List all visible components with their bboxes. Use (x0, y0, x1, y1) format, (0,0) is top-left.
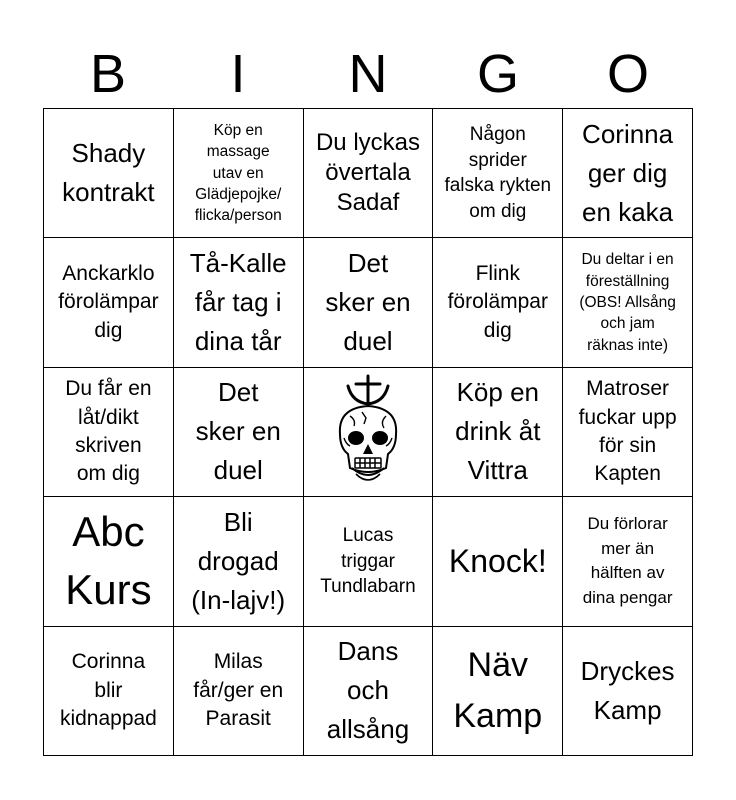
cell-text: Någon sprider falska rykten om dig (444, 123, 552, 222)
bingo-cell-r5-c5[interactable] (563, 627, 693, 756)
cell-text: Milas får/ger en Parasit (193, 650, 284, 730)
bingo-board (43, 108, 693, 756)
cell-text: Corinna blir kidnappad (59, 650, 157, 730)
bingo-cell-r2-c3[interactable] (304, 238, 434, 367)
bingo-cell-r4-c3[interactable] (304, 497, 434, 626)
bingo-cell-r5-c4[interactable] (433, 627, 563, 756)
cell-text: Det sker en duel (325, 248, 411, 357)
bingo-cell-r4-c1[interactable] (44, 497, 174, 626)
cell-text: Du förlorar mer än hälften av dina pengar (582, 514, 673, 608)
bingo-cell-r1-c1[interactable] (44, 109, 174, 238)
bingo-cell-r1-c2[interactable] (174, 109, 304, 238)
bingo-cell-r2-c1[interactable] (44, 238, 174, 367)
cell-text: Bli drogad (In-lajv!) (191, 506, 286, 615)
cell-text: Dans och allsång (326, 636, 410, 745)
cell-text: Du lyckas övertala Sadaf (315, 129, 420, 217)
bingo-cell-r3-c1[interactable] (44, 368, 174, 497)
bingo-cell-r5-c1[interactable] (44, 627, 174, 756)
cell-text: Matroser fuckar upp för sin Kapten (578, 377, 677, 486)
bingo-cell-r4-c4[interactable] (433, 497, 563, 626)
bingo-cell-r1-c4[interactable] (433, 109, 563, 238)
cell-text: Corinna ger dig en kaka (582, 118, 674, 227)
cell-text: Anckarklo förolämpar dig (58, 262, 159, 342)
bingo-title (43, 40, 693, 108)
bingo-cell-r2-c2[interactable] (174, 238, 304, 367)
title-letter-b: B (89, 44, 127, 104)
title-letter-o: O (606, 44, 649, 104)
bingo-cell-r3-c4[interactable] (433, 368, 563, 497)
bingo-cell-r1-c5[interactable] (563, 109, 693, 238)
bingo-cell-r2-c4[interactable] (433, 238, 563, 367)
bingo-cell-r5-c2[interactable] (174, 627, 304, 756)
cell-text: Lucas triggar Tundlabarn (320, 524, 416, 598)
cell-text: Du får en låt/dikt skriven om dig (65, 377, 152, 486)
title-letter-n: N (348, 44, 388, 104)
bingo-cell-r4-c2[interactable] (174, 497, 304, 626)
bingo-cell-r4-c5[interactable] (563, 497, 693, 626)
bingo-cell-r3-c5[interactable] (563, 368, 693, 497)
bingo-cell-r1-c3[interactable] (304, 109, 434, 238)
free-space[interactable] (304, 368, 434, 497)
cell-text: Köp en drink åt Vittra (455, 377, 541, 486)
cell-text: Flink förolämpar dig (447, 262, 548, 342)
bingo-cell-r2-c5[interactable] (563, 238, 693, 367)
cell-text: Köp en massage utav en Glädjepojke/ flicka/person (194, 121, 282, 225)
title-letter-i: I (230, 44, 246, 104)
cell-text: Dryckes Kamp (580, 655, 675, 725)
cell-text: Tå-Kalle får tag i dina tår (189, 248, 287, 357)
cell-text: Näv Kamp (453, 645, 543, 735)
cell-text: Knock! (448, 543, 547, 580)
cell-text: Det sker en duel (195, 377, 281, 486)
skull-with-alchemical-cross-icon (328, 372, 408, 492)
cell-text: Abc Kurs (65, 507, 152, 614)
bingo-cell-r5-c3[interactable] (304, 627, 434, 756)
title-letter-g: G (476, 44, 519, 104)
cell-text: Du deltar i en föreställning (OBS! Allsång och jam räknas inte) (579, 251, 676, 354)
cell-text: Shady kontrakt (62, 138, 155, 208)
bingo-cell-r3-c2[interactable] (174, 368, 304, 497)
